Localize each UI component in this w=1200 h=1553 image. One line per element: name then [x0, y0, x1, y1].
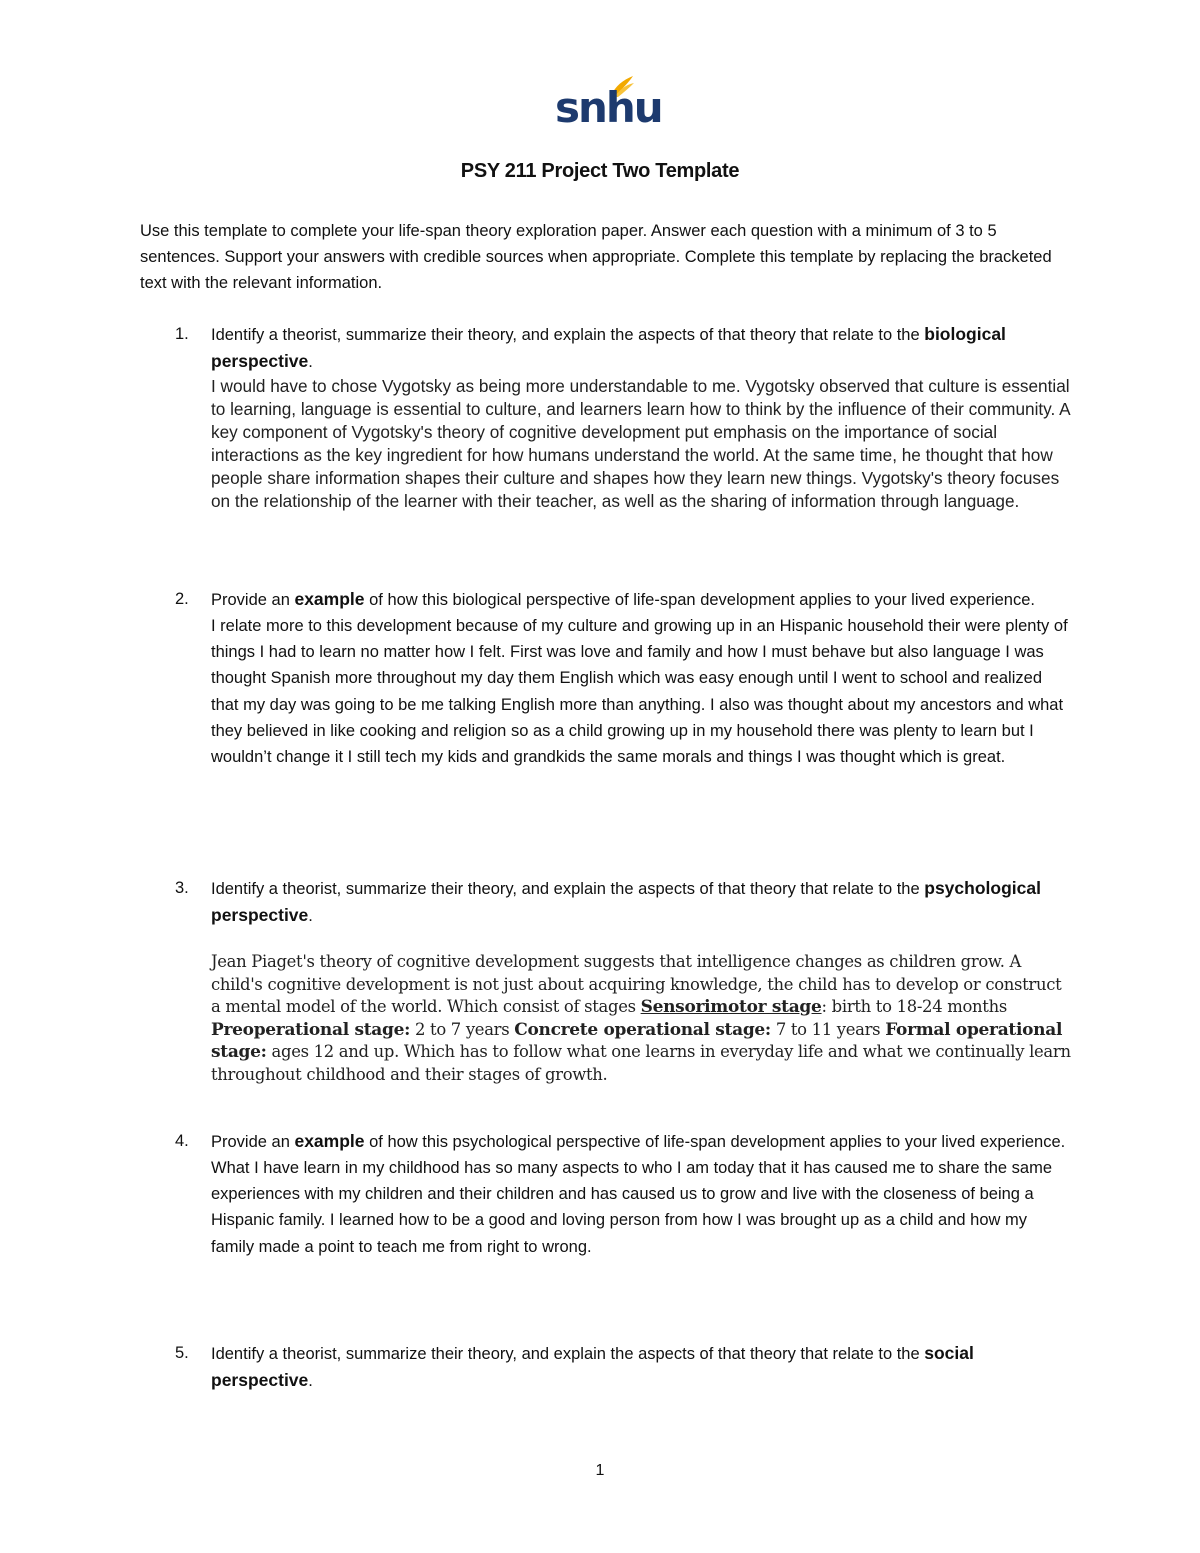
question-3: Identify a theorist, summarize their theory, and explain the aspects of that theory that relate to the psychological perspective. — [211, 878, 1041, 925]
item-number: 3. — [175, 879, 189, 897]
stage-formal-operational: Formal operational stage: — [211, 1019, 1063, 1062]
stage-sensorimotor: Sensorimotor stage — [640, 997, 822, 1017]
logo-text: snhu — [555, 83, 662, 132]
question-2: Provide an example of how this biological perspective of life-span development applies to your lived experience. — [211, 589, 1035, 609]
list-item-1 — [175, 321, 1071, 513]
list-item-5 — [175, 1340, 1071, 1394]
answer-1: I would have to chose Vygotsky as being more understandable to me. Vygotsky observed that culture is essential to learning, language is essential to culture, and learners learn how to think by the influence of their community. A key component of Vygotsky's theory of cognitive development put emphasis on the importance of social interactions as the key ingredient for how humans understand the world. At the same time, he thought that how people share information shapes their culture and shapes how they learn new things. Vygotsky's theory focuses on the relationship of the learner with their teacher, as well as the sharing of information through language. — [211, 376, 1070, 511]
list-item-2 — [175, 586, 1071, 770]
page-title: PSY 211 Project Two Template — [460, 160, 740, 182]
item-number: 1. — [175, 325, 189, 343]
page-number: 1 — [595, 1462, 605, 1479]
intro-paragraph: Use this template to complete your life-span theory exploration paper. Answer each question with a minimum of 3 to 5 sentences. Support your answers with credible sources when appropriate. Complete this template by replacing the bracketed text with the relevant information. — [140, 222, 1052, 292]
stage-concrete-operational: Concrete operational stage: — [514, 1019, 771, 1040]
snhu-logo — [555, 74, 662, 132]
question-5: Identify a theorist, summarize their theory, and explain the aspects of that theory that relate to the social perspective. — [211, 1343, 974, 1390]
stage-preoperational: Preoperational stage: — [211, 1019, 411, 1040]
item-number: 2. — [175, 590, 189, 608]
list-item-3 — [175, 875, 1071, 1086]
list-item-4 — [175, 1128, 1071, 1260]
answer-2: I relate more to this development because of my culture and growing up in an Hispanic household their were plenty of things I had to learn no matter how I felt. First was love and family and how I must behave but also language I was thought Spanish more throughout my day them English which was easy enough until I went to school and realized that my day was going to be me talking English more than anything. I also was thought about my ancestors and what they believed in like cooking and religion so as a child growing up in my household there was plenty to learn but I wouldn’t change it I still tech my kids and grandkids the same morals and things I was thought which is great. — [211, 617, 1068, 767]
question-1: Identify a theorist, summarize their theory, and explain the aspects of that theory that relate to the biological perspective. — [211, 324, 1006, 371]
item-number: 4. — [175, 1132, 189, 1150]
question-4: Provide an example of how this psychological perspective of life-span development applies to your lived experience. — [211, 1131, 1066, 1151]
answer-4: What I have learn in my childhood has so many aspects to who I am today that it has caused me to share the same experiences with my children and their children and has caused us to grow and live with the closeness of being a Hispanic family. I learned how to be a good and loving person from how I was brought up as a child and how my family made a point to teach me from right to wrong. — [211, 1159, 1053, 1256]
item-number: 5. — [175, 1344, 189, 1362]
answer-3: Jean Piaget's theory of cognitive development suggests that intelligence changes as children grow. A child's cognitive development is not just about acquiring knowledge, the child has to develop or construct a mental model of the world. Which consist of stages Sensorimotor stage: birth to 18-24 months Preoperational stage: 2 to 7 years Concrete operational stage: 7 to 11 years Formal operational stage: ages 12 and up. Which has to follow what one learns in everyday life and what we continually learn throughout childhood and their stages of growth. — [211, 952, 1071, 1084]
